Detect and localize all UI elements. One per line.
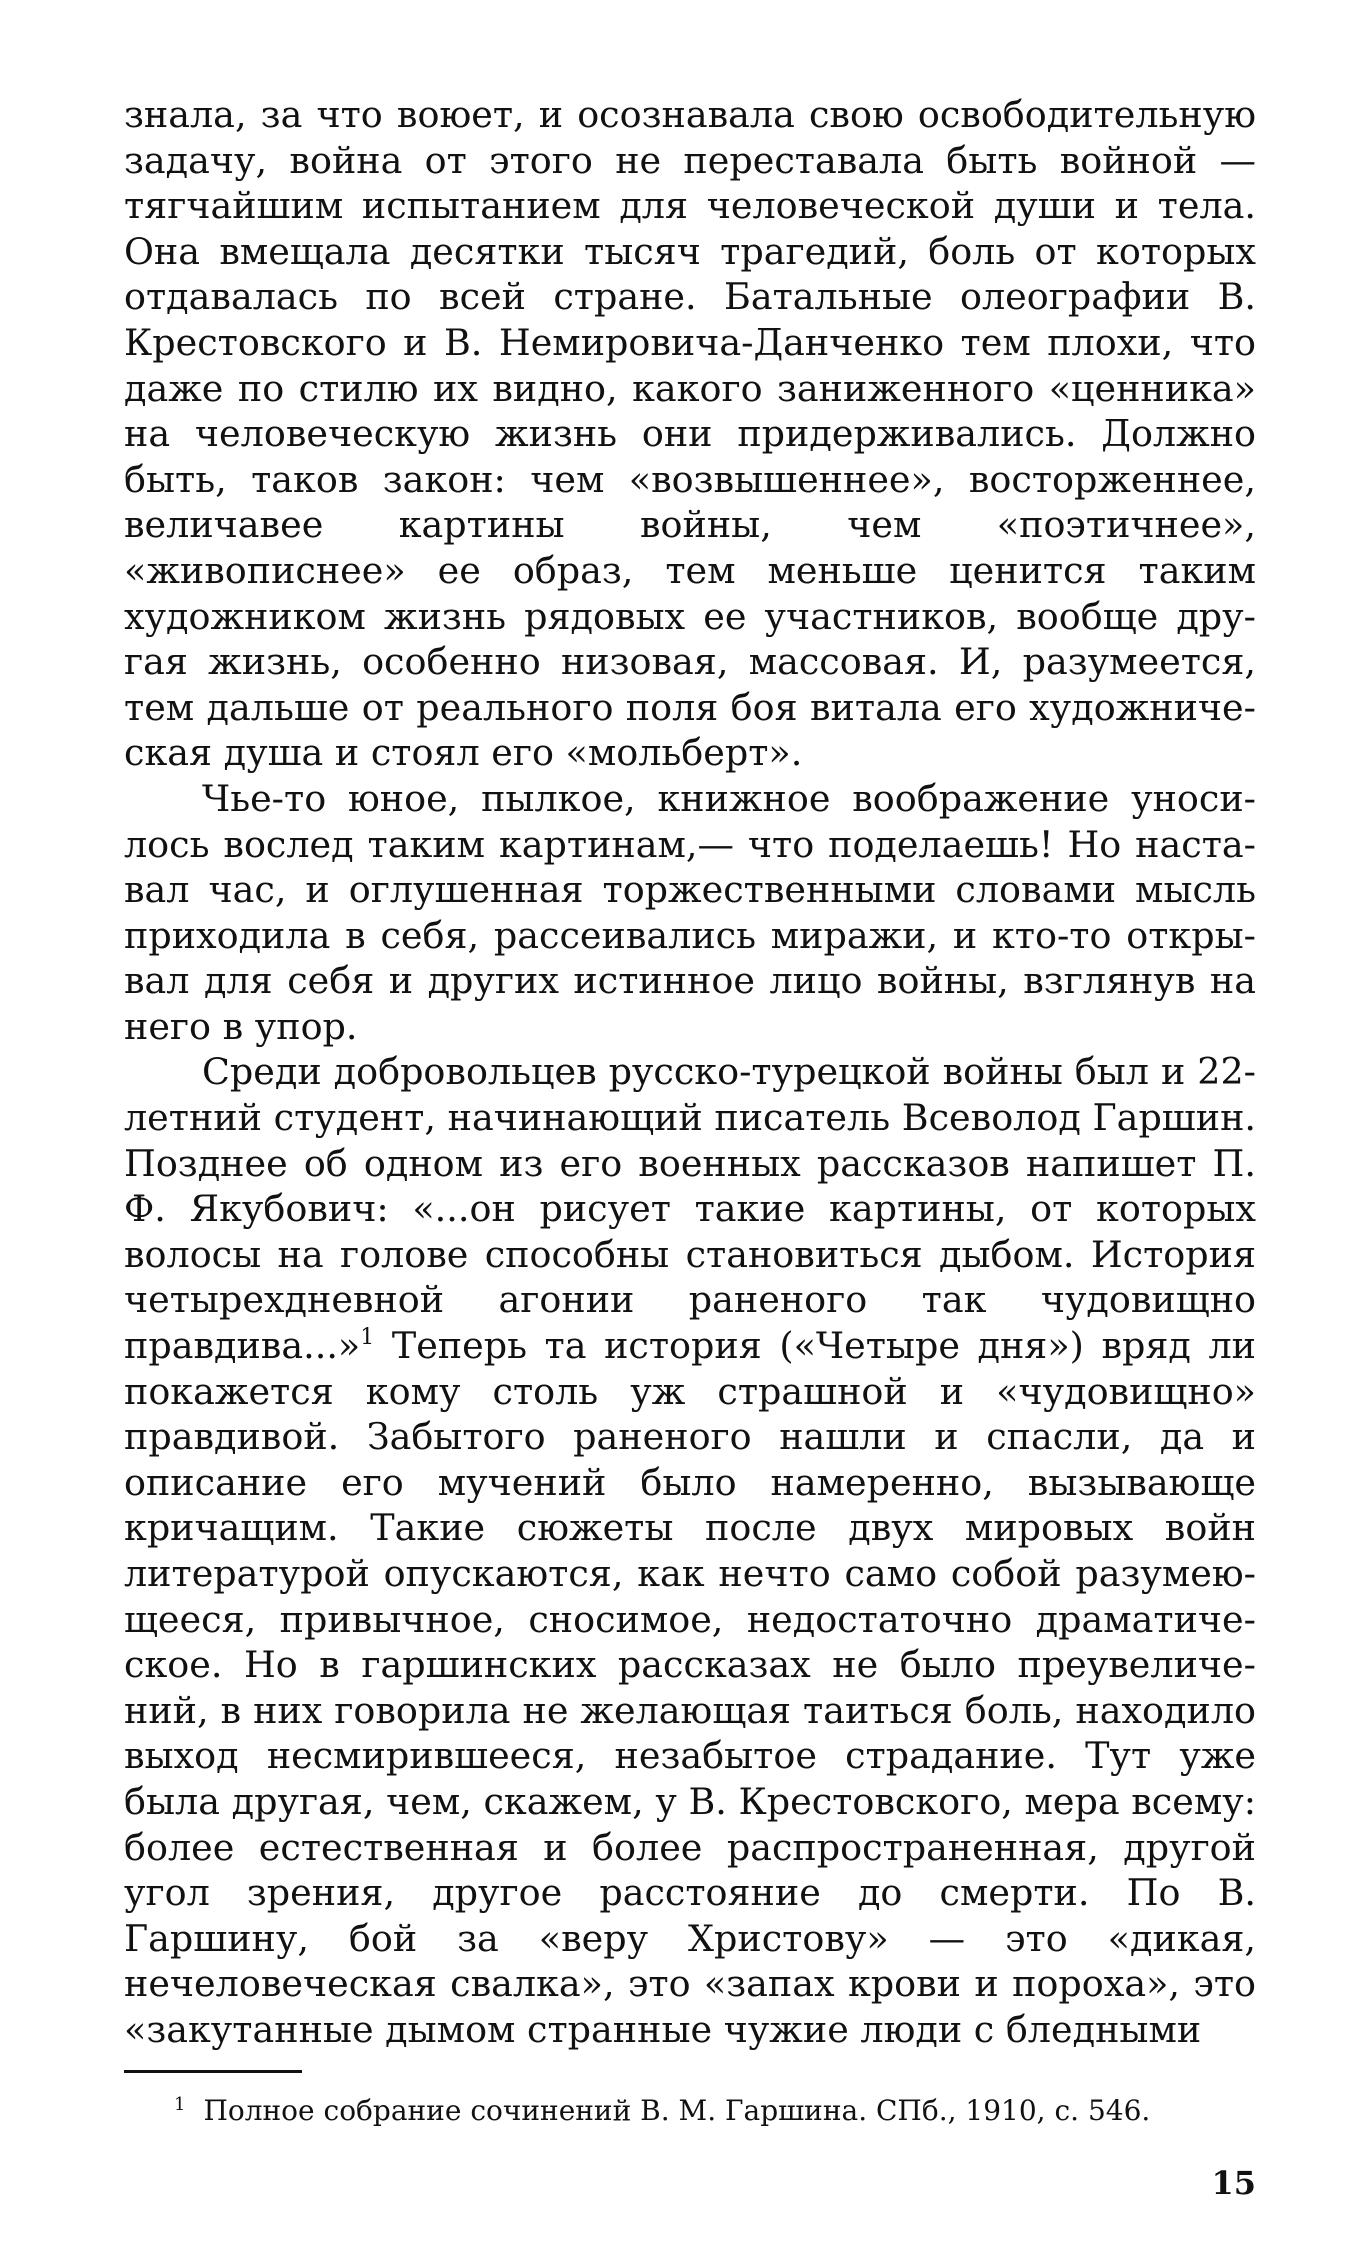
footnote bbox=[174, 2087, 1256, 2129]
footnote-reference-mark: 1 bbox=[360, 1325, 375, 1351]
paragraph-2-text: Чье-то юное, пылкое, книжное воображение уносилось вослед таким картинам,— что поделаешь! Но наставал час, и оглушенная торжественными словами мысль приходила в себя, рассеивались миражи, и кто-то открывал для себя и других истинное лицо войны, взглянув на него в упор. bbox=[124, 776, 1256, 1048]
paragraph-3-text-after: Теперь та история («Четыре дня») вряд ли покажется кому столь уж страшной и «чудовищно» правдивой. Забытого раненого нашли и спасли, да и описание его мучений было намеренно, вызывающе кричащим. Такие сюжеты после двух мировых войн литературой опускаются, как нечто само собой разумеющееся, привычное, сносимое, недостаточно драматическое. Но в гаршинских рассказах не было преувеличений, в них говорила не желающая таиться боль, находило выход несмирившееся, незабытое страдание. Тут уже была другая, чем, скажем, у В. Крестовского, мера всему: более естественная и более распространенная, другой угол зрения, другое расстояние до смерти. По В. Гаршину, бой за «веру Христову» — это «дикая, нечеловеческая свалка», это «запах крови и пороха», это «закутанные дымом странные чужие люди с бледными bbox=[124, 1324, 1256, 2051]
footnote-divider bbox=[124, 2070, 302, 2073]
paragraph-1 bbox=[124, 92, 1256, 776]
paragraph-3-text-before: Среди добровольцев русско-турецкой войны был и 22-летний студент, начинающий писатель Всеволод Гаршин. Позднее об одном из его военных рассказов напишет П. Ф. Якубович: «...он рисует такие картины, от которых волосы на голове способны становиться дыбом. История четырехдневной агонии раненого так чудовищно правдива...» bbox=[124, 1050, 1256, 1368]
page-number: 15 bbox=[1211, 2164, 1256, 2202]
paragraph-1-text: знала, за что воюет, и осознавала свою освободительную задачу, война от этого не переставала быть войной — тягчайшим испытанием для человеческой души и тела. Она вмещала десятки тысяч трагедий, боль от которых отдавалась по всей стране. Батальные олеографии В. Крестовского и В. Немировича-Данченко тем плохи, что даже по стилю их видно, какого заниженного «ценника» на человеческую жизнь они придерживались. Должно быть, таков закон: чем «возвышеннее», восторженнее, величавее картины войны, чем «поэтичнее», «живописнее» ее образ, тем меньше ценится таким художником жизнь рядовых ее участников, вообще другая жизнь, особенно низовая, массовая. И, разумеется, тем дальше от реального поля боя витала его художническая душа и стоял его «мольберт». bbox=[124, 93, 1256, 775]
footnote-text: Полное собрание сочинений В. М. Гаршина. СПб., 1910, с. 546. bbox=[203, 2094, 1151, 2127]
paragraph-2 bbox=[124, 776, 1256, 1050]
main-text bbox=[124, 92, 1256, 2053]
footnote-number: 1 bbox=[174, 2094, 186, 2115]
paragraph-3 bbox=[124, 1049, 1256, 2052]
